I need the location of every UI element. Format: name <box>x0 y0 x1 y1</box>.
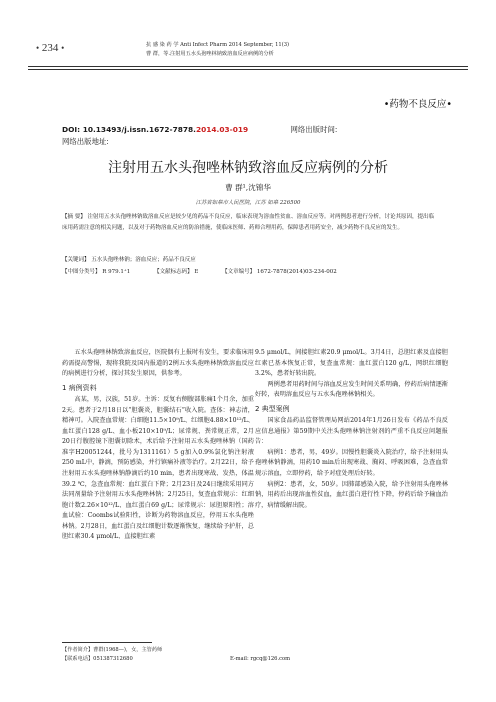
doi-line <box>62 124 337 135</box>
abstract-text: 注射用五水头孢唑林钠致溶血反应是较少见的药品不良反应，临床表现为溶血性贫血、溶血反应等。对两例患者进行分析，讨论其原因，提出临床用药需注意的相关问题，以及对于药物溶血反应的防治措施，使临床医师、药师合理用药，保障患者用药安全，减少药物不良反应的发生。 <box>62 214 435 231</box>
article-no-value: 1672-7878(2014)03-234-002 <box>256 269 337 275</box>
keywords-label: 【关键词】 <box>62 257 90 263</box>
section-tag: •药物不良反应• <box>383 99 452 110</box>
body-paragraph: 两例患者用药时间与溶血反应发生时间关系明确，停药后病情逐渐好转，表明溶血反应与五水头孢唑林钠相关。 <box>255 380 448 399</box>
keywords <box>62 255 438 266</box>
contact-email[interactable]: E-mail: rgcq@126.com <box>230 655 291 662</box>
author-affiliation: 江苏省如皋市人民医院，江苏 如皋 226500 <box>195 200 301 206</box>
clc-label: 【中图分类号】 <box>62 269 101 275</box>
abstract-label: 【摘 要】 <box>62 214 86 220</box>
body-paragraph: 国家食品药品监督管理局网站2014年1月26日发布《药品不良反应信息通报》第59期中关注头孢唑林钠注射剂的严重不良反应问题报告： <box>255 417 448 446</box>
classification-line <box>62 267 438 278</box>
code-value: E <box>194 269 199 275</box>
journal-citation: 抗 感 染 药 学 Anti Infect Pharm 2014 September, 11(3) <box>146 42 290 48</box>
running-header <box>146 41 466 59</box>
clc-value: R 979.1⁺1 <box>102 269 131 275</box>
keywords-text: 五水头孢唑林钠；溶血反应；药品不良反应 <box>91 257 196 263</box>
header-rule <box>28 66 468 67</box>
body-right-column <box>255 348 448 511</box>
body-left-column <box>62 348 254 543</box>
article-short-title: 曹 群，等.注射用五水头孢唑林钠致溶血反应病例的分析 <box>146 51 274 57</box>
article-title: 注射用五水头孢唑林钠致溶血反应病例的分析 <box>108 160 388 176</box>
contact-phone: 051387312680 <box>93 655 133 662</box>
body-paragraph: 五水头孢唑林钠致溶血反应，医院偶有上报时有发生，要求临床用药需提高警惕，现将我院及国内报道的2例五水头孢唑林钠致溶血反应的病例进行分析，探讨其发生原因，供参考。 <box>62 349 254 378</box>
code-label: 【文献标志码】 <box>154 269 193 275</box>
author-info: 【作者简介】曹群(1968—)，女，主管药师 <box>62 647 163 653</box>
footer-rule <box>62 642 152 643</box>
contact-label: 【联系电话】 <box>62 655 94 662</box>
body-paragraph: 病例1：患者，男，49岁。因慢性胆囊炎入院治疗，给予注射用头孢唑林钠静滴，用药10 min后出现寒战、胸闷、呼吸困难，急查血常规示溶血，立即停药，给予对症处理后好转。 <box>255 448 448 478</box>
page-number: • 234 • <box>36 42 65 54</box>
section-heading: 2 典型案例 <box>255 404 290 413</box>
footer <box>62 646 291 664</box>
body-paragraph: 病例2：患者，女，50岁。因肺部感染入院，给予注射用头孢唑林钠，用药后出现溶血性贫血，血红蛋白进行性下降，停药后给予输血治疗，病情缓解出院。 <box>255 480 448 509</box>
article-authors: 曹 群¹,沈锦华 <box>225 183 271 192</box>
section-heading: 1 病例资料 <box>62 383 97 392</box>
pub-time-label: 网络出版时间: <box>290 125 338 134</box>
body-paragraph: 高某，男，汉族，51岁。主诉：反复右侧腹部胀痛1个月余，加重2天。患者于2月18日以“胆囊炎，胆囊结石”收入院。查体：神志清，精神可。入院查血常规：白细胞11.5×10⁹/L、红细胞4.88×10¹²/L、血红蛋白128 g/L、血小板210×10⁹/L；尿常规、粪常规正常，2月20日行腹腔镜下胆囊切除术，术后给予注射用五水头孢唑林钠（国药准字H20051244，批号为1311161）5 g加入0.9%氯化钠注射液250 mL中，静滴，预防感染，并行镇痛补液等治疗。2月22日，给予注射用五水头孢唑林钠静滴后约10 min，患者出现寒战、发热，体温39.2 ℃，急查血常规：血红蛋白下降；2月23日及24日继续采用同方法同剂量给予注射用五水头孢唑林钠；2月25日，复查血常规示：红细胞计数2.26×10¹²/L、血红蛋白69 g/L；尿常规示：尿胆原阳性；溶血试验：Coombs试验阳性，诊断为药物溶血反应，停用五水头孢唑林钠。2月28日，血红蛋白及红细胞计数逐渐恢复，继续给予护肝，总胆红素30.4 μmol/L、直接胆红素 <box>62 396 254 541</box>
doi-label: DOI: 10.13493/j.issn.1672-7878. <box>62 125 196 134</box>
header-rule-thin <box>28 69 468 70</box>
body-paragraph: 9.5 μmol/L，间接胆红素20.9 μmol/L。3月4日，总胆红素及直接胆红素已基本恢复正常，复查血常规：血红蛋白120 g/L，网织红细胞3.2%，患者好转出院。 <box>255 349 448 378</box>
abstract <box>62 212 438 233</box>
article-no-label: 【文章编号】 <box>222 269 256 275</box>
pub-address-label: 网络出版地址: <box>62 137 109 146</box>
doi-link[interactable]: 2014.03-019 <box>195 125 249 134</box>
